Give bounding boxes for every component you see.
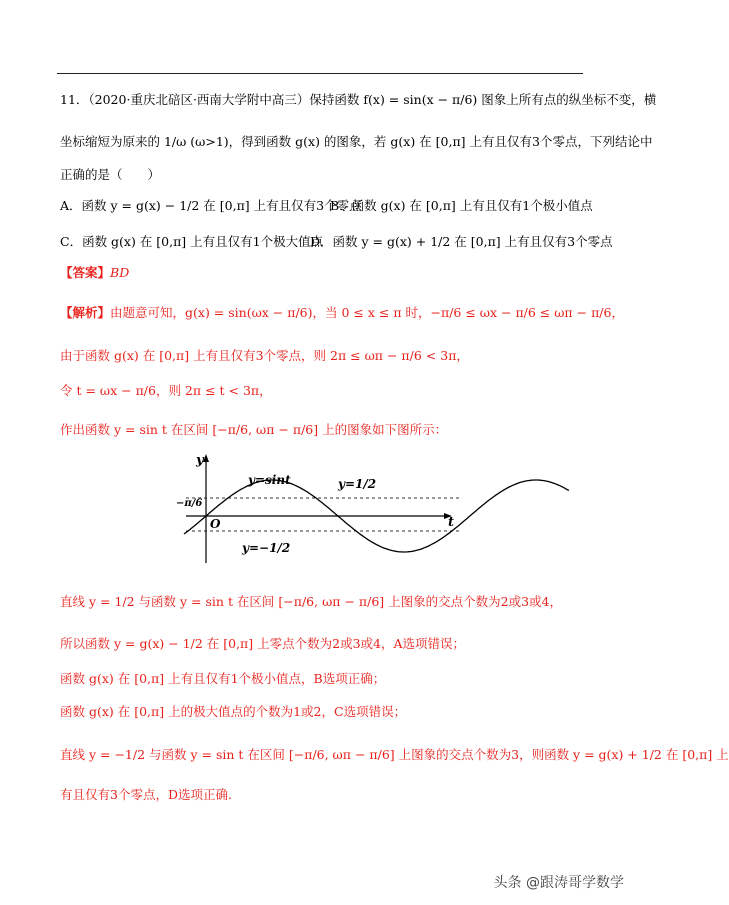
start-label: −π/6 [176, 498, 203, 509]
analysis-line-6: 所以函数 y = g(x) − 1/2 在 [0,π] 上零点个数为2或3或4，A选项错误； [60, 636, 465, 651]
option-d: D．函数 y = g(x) + 1/2 在 [0,π] 上有且仅有3个零点 [310, 234, 613, 249]
option-c: C．函数 g(x) 在 [0,π] 上有且仅有1个极大值点 [60, 234, 324, 249]
question-line-2: 坐标缩短为原来的 1/ω (ω>1)，得到函数 g(x) 的图象，若 g(x) 在 [0,π] 上有且仅有3个零点，下列结论中 [60, 134, 653, 149]
analysis-line-1 [60, 303, 624, 321]
header-rule [57, 73, 583, 74]
analysis-text-1: 由题意可知，g(x) = sin(ωx − π/6)，当 0 ≤ x ≤ π 时，−π/6 ≤ ωx − π/6 ≤ ωπ − π/6， [110, 305, 624, 320]
lower-line-label: y=−1/2 [242, 541, 291, 555]
analysis-line-8: 函数 g(x) 在 [0,π] 上的极大值点的个数为1或2，C选项错误； [60, 704, 407, 719]
option-b: B．函数 g(x) 在 [0,π] 上有且仅有1个极小值点 [330, 198, 593, 213]
analysis-tag: 【解析】 [60, 305, 111, 320]
analysis-line-9: 直线 y = −1/2 与函数 y = sin t 在区间 [−π/6, ωπ − π/6] 上图象的交点个数为3，则函数 y = g(x) + 1/2 在 [0,π] 上 [60, 747, 729, 762]
y-axis-label: y [196, 453, 204, 468]
sine-graph [150, 448, 470, 563]
answer-tag: 【答案】 [60, 265, 111, 280]
answer-value: BD [110, 265, 130, 280]
origin-label: O [210, 517, 221, 531]
watermark: 头条 @跟涛哥学数学 [493, 875, 624, 891]
analysis-line-4: 作出函数 y = sin t 在区间 [−π/6, ωπ − π/6] 上的图象如下图所示： [60, 422, 448, 437]
y-axis-arrow [203, 454, 209, 462]
analysis-line-10: 有且仅有3个零点，D选项正确. [60, 787, 232, 802]
t-axis-label: t [448, 515, 455, 530]
analysis-line-5: 直线 y = 1/2 与函数 y = sin t 在区间 [−π/6, ωπ − π/6] 上图象的交点个数为2或3或4， [60, 594, 563, 609]
analysis-line-7: 函数 g(x) 在 [0,π] 上有且仅有1个极小值点，B选项正确； [60, 671, 386, 686]
question-line-1: 11．（2020·重庆北碚区·西南大学附中高三）保持函数 f(x) = sin(x − π/6) 图象上所有点的纵坐标不变，横 [60, 92, 657, 107]
option-a: A．函数 y = g(x) − 1/2 在 [0,π] 上有且仅有3个零点 [60, 198, 362, 213]
curve-label: y=sint [248, 473, 291, 487]
upper-line-label: y=1/2 [338, 477, 377, 491]
question-line-3: 正确的是（ ） [60, 167, 161, 182]
analysis-line-2: 由于函数 g(x) 在 [0,π] 上有且仅有3个零点，则 2π ≤ ωπ − π/6 < 3π， [60, 348, 469, 363]
analysis-line-3: 令 t = ωx − π/6，则 2π ≤ t < 3π， [60, 383, 272, 398]
answer-line [60, 263, 129, 281]
